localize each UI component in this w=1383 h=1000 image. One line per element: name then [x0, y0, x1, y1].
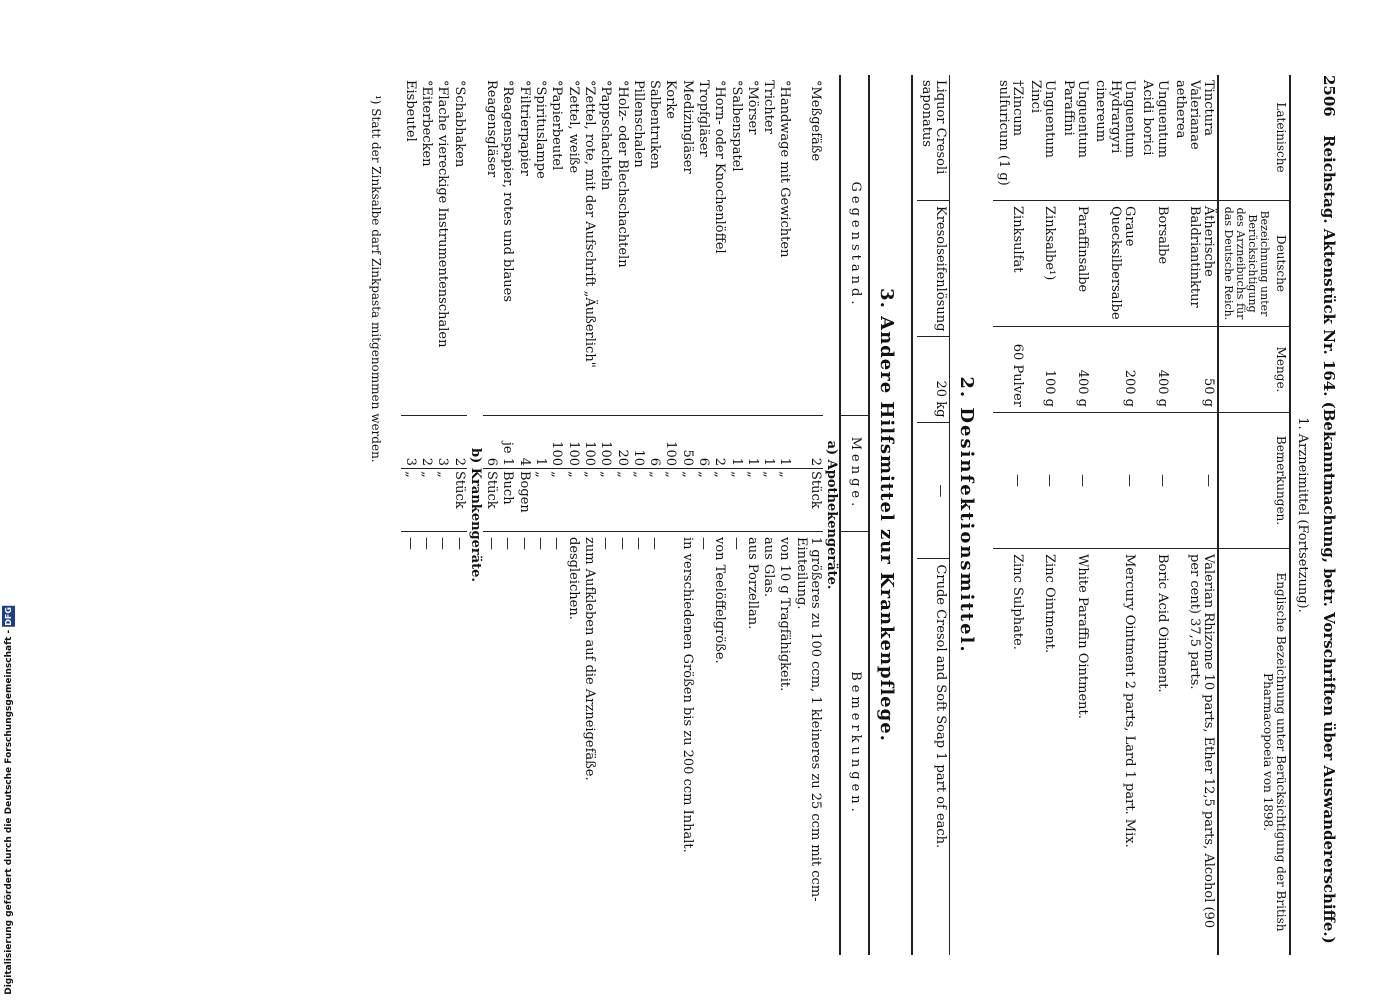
item-remark: zum Aufkleben auf die Arzneigefäße.: [581, 537, 597, 781]
item-unit: „: [581, 469, 597, 532]
item-quantity: 20: [613, 416, 629, 469]
item-remark: —: [484, 537, 500, 550]
item-quantity: 10: [630, 416, 646, 469]
item-remark: —: [451, 537, 467, 550]
item-unit: „: [695, 469, 711, 532]
item-unit: „: [630, 469, 646, 532]
item-quantity: 6: [695, 416, 711, 469]
item-name: °Papierbeutel: [548, 75, 564, 416]
item-quantity: 100: [564, 416, 580, 469]
list-item: [401, 75, 417, 955]
list-item: [434, 75, 450, 955]
item-unit: Stück: [483, 469, 499, 532]
amount: 400 g: [1138, 327, 1171, 413]
item-name: Reagensgläser: [483, 75, 499, 416]
item-quantity: 2: [793, 416, 824, 469]
list-item: [646, 75, 662, 955]
item-name: °Mörser: [744, 75, 760, 416]
item-unit: Bogen: [515, 469, 531, 532]
german-name: Zinksulfat: [993, 201, 1026, 327]
german-name: Paraffinsalbe: [1058, 201, 1091, 327]
item-remark: [662, 532, 678, 956]
list-item: [727, 75, 743, 955]
table-row: [1026, 75, 1059, 955]
item-quantity: 1: [744, 416, 760, 469]
english-name: Boric Acid Ointment.: [1154, 554, 1170, 693]
table-row: [1171, 75, 1219, 955]
item-remark: —: [728, 537, 744, 550]
latin-name: Tinctura Valerianae aetherea: [1171, 75, 1219, 201]
list-item: [564, 75, 580, 955]
section2-heading: 2. Desinfektionsmittel.: [956, 376, 978, 654]
item-remark: —: [500, 537, 516, 550]
table-row: [1058, 75, 1091, 955]
credit-text: Digitalisierung gefördert durch die Deutsche Forschungsgemeinschaft -: [4, 630, 14, 995]
list-item: [711, 75, 727, 955]
latin-name: Unguentum Paraffini: [1058, 75, 1091, 201]
item-quantity: 100: [548, 416, 564, 469]
col-object-header: Gegenstand.: [840, 75, 867, 416]
list-item: [678, 75, 694, 955]
amount: 200 g: [1091, 327, 1138, 413]
item-quantity: 2: [450, 416, 466, 469]
col-quantity-header: Menge.: [840, 416, 867, 532]
item-name: °Flache viereckige Instrumentenschalen: [434, 75, 450, 416]
list-item: [695, 75, 711, 955]
list-item: [532, 75, 548, 955]
item-remark: —: [418, 537, 434, 550]
english-name: Valerian Rhizome 10 parts, Ether 12,5 parts, Alcohol (90 per cent) 37,5 parts.: [1187, 554, 1217, 929]
amount: 60 Pulver: [993, 327, 1026, 413]
item-quantity: 1: [776, 416, 792, 469]
latin-name: Unguentum Zinci: [1026, 75, 1059, 201]
item-remark: —: [614, 537, 630, 550]
item-name: Salbentruken: [646, 75, 662, 416]
dfg-logo: DFG: [4, 607, 13, 626]
item-remark: von Teelöffelgröße.: [712, 537, 728, 664]
col-amount-header: Menge.: [1218, 327, 1289, 413]
page-content: [369, 75, 1338, 955]
footnote: ¹) Statt der Zinksalbe darf Zinkpasta mitgenommen werden.: [369, 95, 384, 463]
item-unit: „: [597, 469, 613, 532]
item-name: Pillenschalen: [630, 75, 646, 416]
item-name: Eisbeutel: [401, 75, 417, 416]
german-name: Borsalbe: [1138, 201, 1171, 327]
list-item: [613, 75, 629, 955]
item-name: °Zettel, rote, mit der Aufschrift „Äußerlich": [581, 75, 597, 416]
item-name: °Meßgefäße: [793, 75, 824, 416]
item-unit: „: [646, 469, 662, 532]
item-unit: Buch: [499, 469, 515, 532]
col-english-header: Englische Bezeichnung unter Berücksichtigung der British Pharmacopoeia von 1898.: [1218, 549, 1289, 956]
item-unit: „: [401, 469, 417, 532]
item-name: °Reagenspapier, rotes und blaues: [499, 75, 515, 416]
running-header: [1320, 75, 1338, 955]
page-number: 2506: [1320, 75, 1338, 117]
amount: 400 g: [1058, 327, 1091, 413]
item-unit: „: [678, 469, 694, 532]
english-name: Mercury Ointment 2 parts, Lard 1 part. Mix.: [1121, 554, 1137, 848]
table-row: [917, 75, 950, 955]
item-quantity: 100: [597, 416, 613, 469]
item-unit: Stück: [450, 469, 466, 532]
list-item: [548, 75, 564, 955]
item-name: Medizingläser: [678, 75, 694, 416]
list-item: [515, 75, 531, 955]
item-unit: „: [744, 469, 760, 532]
table-row: [1091, 75, 1138, 955]
digitization-credit: [2, 606, 15, 995]
item-quantity: 3: [401, 416, 417, 469]
item-quantity: 2: [418, 416, 434, 469]
list-item: [662, 75, 678, 955]
item-quantity: 2: [711, 416, 727, 469]
item-unit: „: [548, 469, 564, 532]
list-item: [630, 75, 646, 955]
item-unit: „: [711, 469, 727, 532]
item-quantity: 1: [532, 416, 548, 469]
item-remark: —: [533, 537, 549, 550]
item-quantity: 100: [581, 416, 597, 469]
item-unit: „: [418, 469, 434, 532]
list-item: [483, 75, 499, 955]
item-name: °Spirituslampe: [532, 75, 548, 416]
german-name: Kresolseifenlösung: [917, 201, 950, 337]
item-remark: —: [598, 537, 614, 550]
item-quantity: 6: [483, 416, 499, 469]
amount: 50 g: [1171, 327, 1219, 413]
list-item: [744, 75, 760, 955]
remarks: —: [917, 423, 950, 559]
english-name: Crude Cresol and Soft Soap 1 part of each.: [933, 564, 949, 849]
remarks: —: [1171, 413, 1219, 549]
item-unit: „: [532, 469, 548, 532]
item-name: °Horn- oder Knochenlöffel: [711, 75, 727, 416]
remarks: —: [993, 413, 1026, 549]
amount: 20 kg: [917, 337, 950, 423]
item-remark: —: [402, 537, 418, 550]
col-designation-note: Bezeichnung unter Berücksichtigung des Arzneibuchs für das Deutsche Reich.: [1221, 206, 1271, 321]
item-name: °Holz- oder Blechschachteln: [613, 75, 629, 416]
german-name: Graue Quecksilbersalbe: [1091, 201, 1138, 327]
item-name: °Eiterbecken: [418, 75, 434, 416]
latin-name: Liquor Cresoli saponatus: [917, 75, 950, 201]
col-german-header: Deutsche: [1274, 235, 1288, 292]
item-remark: aus Glas.: [761, 537, 777, 598]
list-item: [760, 75, 776, 955]
german-name: Ätherische Baldriantinktur: [1171, 201, 1219, 327]
item-quantity: 6: [646, 416, 662, 469]
list-item: [581, 75, 597, 955]
latin-name: †Zincum sulfuricum (1 g): [993, 75, 1026, 201]
col-remarks-header: Bemerkungen.: [840, 532, 867, 956]
item-name: Tropfgläser: [695, 75, 711, 416]
remarks: —: [1138, 413, 1171, 549]
item-name: °Zettel, weiße: [564, 75, 580, 416]
item-quantity: 50: [678, 416, 694, 469]
item-unit: Stück: [793, 469, 824, 532]
list-item: [597, 75, 613, 955]
item-remark: —: [647, 537, 663, 550]
remedies-table: [993, 75, 1289, 955]
item-name: °Salbenspatel: [727, 75, 743, 416]
page-title: Reichstag. Aktenstück Nr. 164. (Bekanntmachung, betr. Vorschriften über Auswandererschiffe.): [1320, 135, 1338, 944]
remarks: —: [1091, 413, 1138, 549]
remarks: —: [1026, 413, 1059, 549]
col-remarks-header: Bemerkungen.: [1218, 413, 1289, 549]
subsection-a-heading: a) Apothekengeräte.: [824, 440, 840, 590]
remarks: —: [1058, 413, 1091, 549]
item-quantity: je 1: [499, 416, 515, 469]
item-remark: aus Porzellan.: [744, 537, 760, 630]
english-name: Zinc Sulphate.: [1009, 554, 1025, 650]
item-name: °Handwage mit Gewichten: [776, 75, 792, 416]
item-unit: „: [564, 469, 580, 532]
item-remark: —: [696, 537, 712, 550]
disinfectants-table: [917, 75, 950, 955]
english-name: Zinc Ointment.: [1042, 554, 1058, 654]
item-name: °Filtrierpapier: [515, 75, 531, 416]
item-quantity: 3: [434, 416, 450, 469]
list-item: [776, 75, 792, 955]
item-unit: „: [434, 469, 450, 532]
table-row: [1138, 75, 1171, 955]
section1-heading: 1. Arzneimittel (Fortsetzung).: [1295, 417, 1310, 613]
item-remark: —: [630, 537, 646, 550]
list-item: [450, 75, 466, 955]
item-quantity: 1: [760, 416, 776, 469]
item-quantity: 1: [727, 416, 743, 469]
item-unit: „: [727, 469, 743, 532]
list-item: [418, 75, 434, 955]
item-quantity: 4: [515, 416, 531, 469]
list-item: [793, 75, 824, 955]
item-name: °Pappschachteln: [597, 75, 613, 416]
german-name: Zinksalbe¹): [1026, 201, 1059, 327]
section3-heading: 3. Andere Hilfsmittel zur Krankenpflege.: [875, 288, 897, 742]
item-unit: „: [613, 469, 629, 532]
item-quantity: 100: [662, 416, 678, 469]
item-remark: —: [516, 537, 532, 550]
item-remark: 1 größeres zu 100 ccm, 1 kleineres zu 25 ccm mit ccm-Einteilung.: [793, 537, 824, 902]
item-unit: „: [760, 469, 776, 532]
item-remark: —: [435, 537, 451, 550]
item-name: °Schabhaken: [450, 75, 466, 416]
latin-name: Unguentum Hydrargyri cinereum: [1091, 75, 1138, 201]
item-unit: „: [776, 469, 792, 532]
item-name: Korke: [662, 75, 678, 416]
latin-name: Unguentum Acidi borici: [1138, 75, 1171, 201]
item-name: Trichter: [760, 75, 776, 416]
item-remark: von 10 g Tragfähigkeit.: [777, 537, 793, 692]
list-item: [499, 75, 515, 955]
table-row: [993, 75, 1026, 955]
item-remark: desgleichen.: [565, 537, 581, 620]
subsection-b-heading: b) Krankengeräte.: [467, 448, 483, 582]
item-unit: „: [662, 469, 678, 532]
item-remark: in verschiedenen Größen bis zu 200 ccm Inhalt.: [679, 537, 695, 853]
amount: 100 g: [1026, 327, 1059, 413]
col-latin-header: Lateinische: [1274, 102, 1288, 173]
english-name: White Paraffin Ointment.: [1075, 554, 1091, 719]
aids-table: [401, 75, 867, 955]
item-remark: —: [549, 537, 565, 550]
